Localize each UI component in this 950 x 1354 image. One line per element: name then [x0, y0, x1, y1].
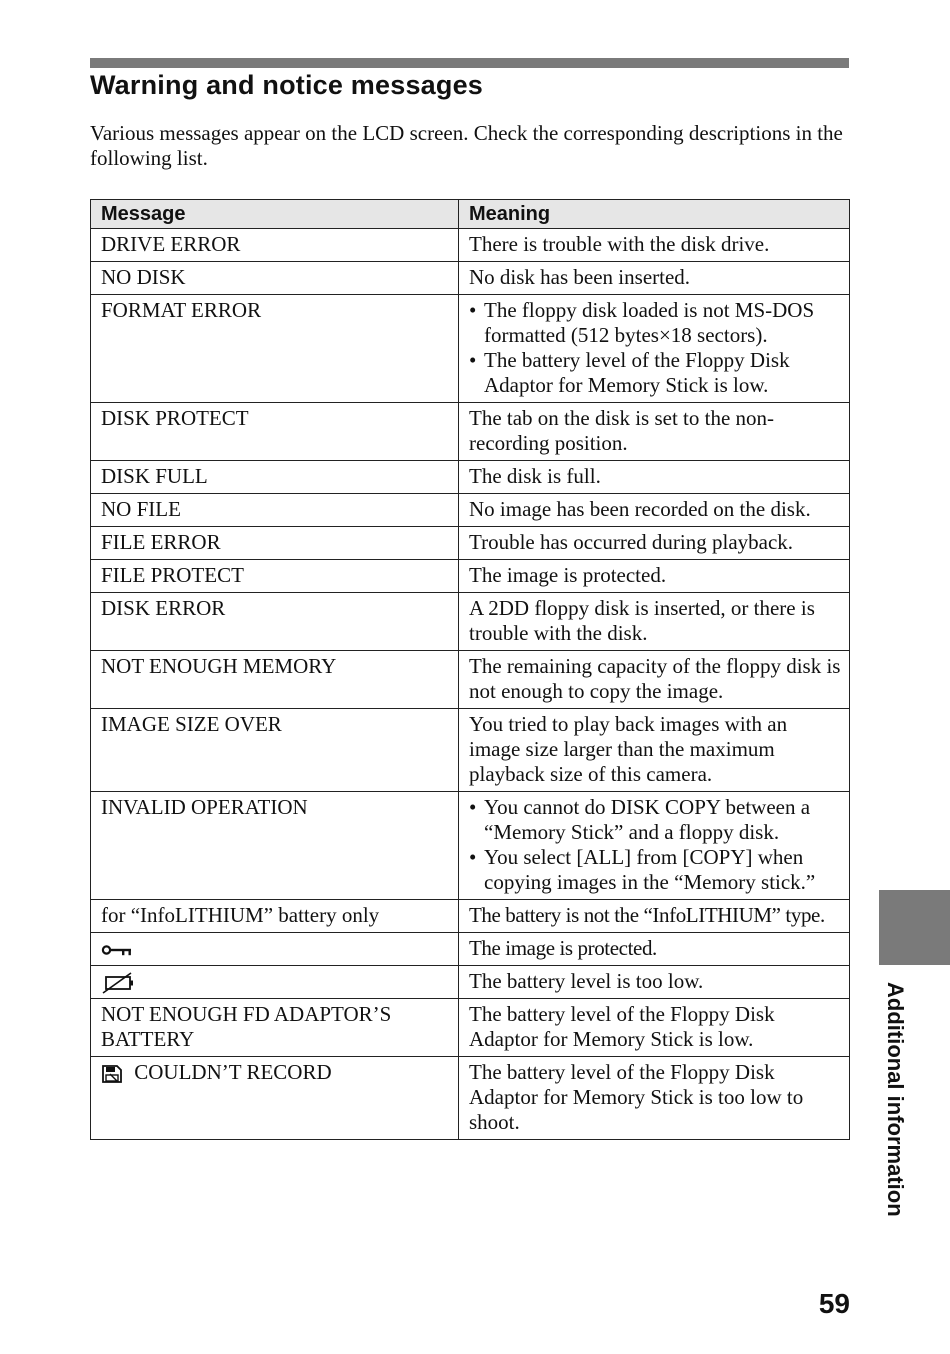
table-row: [91, 966, 850, 999]
table-row: [91, 527, 850, 560]
message-cell: DISK ERROR: [91, 593, 459, 651]
message-cell: DISK FULL: [91, 461, 459, 494]
meaning-cell: No image has been recorded on the disk.: [459, 494, 850, 527]
message-cell: FILE PROTECT: [91, 560, 459, 593]
message-cell: [91, 966, 459, 999]
table-row: [91, 651, 850, 709]
top-rule: [90, 58, 849, 68]
table-row: [91, 262, 850, 295]
message-cell: NO DISK: [91, 262, 459, 295]
meaning-cell: The image is protected.: [459, 933, 850, 966]
bullet-item: • You select [ALL] from [COPY] when copying images in the “Memory stick.”: [469, 845, 843, 895]
message-cell: for “InfoLITHIUM” battery only: [91, 900, 459, 933]
message-cell: [91, 1057, 459, 1140]
table-row: [91, 403, 850, 461]
message-cell: INVALID OPERATION: [91, 792, 459, 900]
table-row: [91, 461, 850, 494]
message-cell: FILE ERROR: [91, 527, 459, 560]
meaning-bullets: [469, 795, 843, 895]
table-row: [91, 999, 850, 1057]
bullet-item: • The battery level of the Floppy Disk Adaptor for Memory Stick is low.: [469, 348, 843, 398]
message-text: COULDN’T RECORD: [134, 1060, 332, 1085]
table-row: [91, 709, 850, 792]
message-cell: NO FILE: [91, 494, 459, 527]
message-cell: FORMAT ERROR: [91, 295, 459, 403]
message-cell: NOT ENOUGH MEMORY: [91, 651, 459, 709]
table-row: [91, 933, 850, 966]
table-row: [91, 494, 850, 527]
meaning-bullets: [469, 298, 843, 398]
header-meaning: Meaning: [459, 200, 850, 229]
table-row: [91, 792, 850, 900]
table-row: [91, 593, 850, 651]
meaning-cell: The remaining capacity of the floppy disk is not enough to copy the image.: [459, 651, 850, 709]
meaning-cell: The disk is full.: [459, 461, 850, 494]
section-label: Additional information: [883, 982, 908, 1217]
meaning-cell: The tab on the disk is set to the non-recording position.: [459, 403, 850, 461]
meaning-cell: A 2DD floppy disk is inserted, or there is trouble with the disk.: [459, 593, 850, 651]
section-tab: [879, 890, 950, 965]
meaning-cell: No disk has been inserted.: [459, 262, 850, 295]
meaning-cell: [459, 295, 850, 403]
meaning-cell: There is trouble with the disk drive.: [459, 229, 850, 262]
meaning-cell: The battery is not the “InfoLITHIUM” type.: [459, 900, 850, 933]
page-number: 59: [818, 1288, 850, 1319]
message-cell: [91, 933, 459, 966]
meaning-cell: Trouble has occurred during playback.: [459, 527, 850, 560]
bullet-item: • You cannot do DISK COPY between a “Memory Stick” and a floppy disk.: [469, 795, 843, 845]
intro-text: Various messages appear on the LCD screen. Check the corresponding descriptions in the following list.: [90, 121, 843, 170]
page-title: Warning and notice messages: [90, 70, 483, 100]
meaning-cell: The battery level of the Floppy Disk Adaptor for Memory Stick is low.: [459, 999, 850, 1057]
protect-key-icon: [101, 943, 133, 957]
bullet-item: • The floppy disk loaded is not MS-DOS formatted (512 bytes×18 sectors).: [469, 298, 843, 348]
message-cell: NOT ENOUGH FD ADAPTOR’S BATTERY: [91, 999, 459, 1057]
battery-low-icon: [101, 972, 135, 994]
table-row: [91, 900, 850, 933]
table-row: [91, 1057, 850, 1140]
table-row: [91, 295, 850, 403]
table-row: [91, 229, 850, 262]
meaning-cell: The battery level is too low.: [459, 966, 850, 999]
meaning-cell: You tried to play back images with an image size larger than the maximum playback size of this camera.: [459, 709, 850, 792]
floppy-icon: [101, 1064, 123, 1084]
table-header-row: [91, 200, 850, 229]
meaning-cell: The battery level of the Floppy Disk Adaptor for Memory Stick is too low to shoot.: [459, 1057, 850, 1140]
table-row: [91, 560, 850, 593]
header-message: Message: [91, 200, 459, 229]
message-cell: DISK PROTECT: [91, 403, 459, 461]
meaning-cell: The image is protected.: [459, 560, 850, 593]
message-cell: IMAGE SIZE OVER: [91, 709, 459, 792]
message-cell: DRIVE ERROR: [91, 229, 459, 262]
meaning-cell: [459, 792, 850, 900]
messages-table: [90, 199, 850, 1140]
